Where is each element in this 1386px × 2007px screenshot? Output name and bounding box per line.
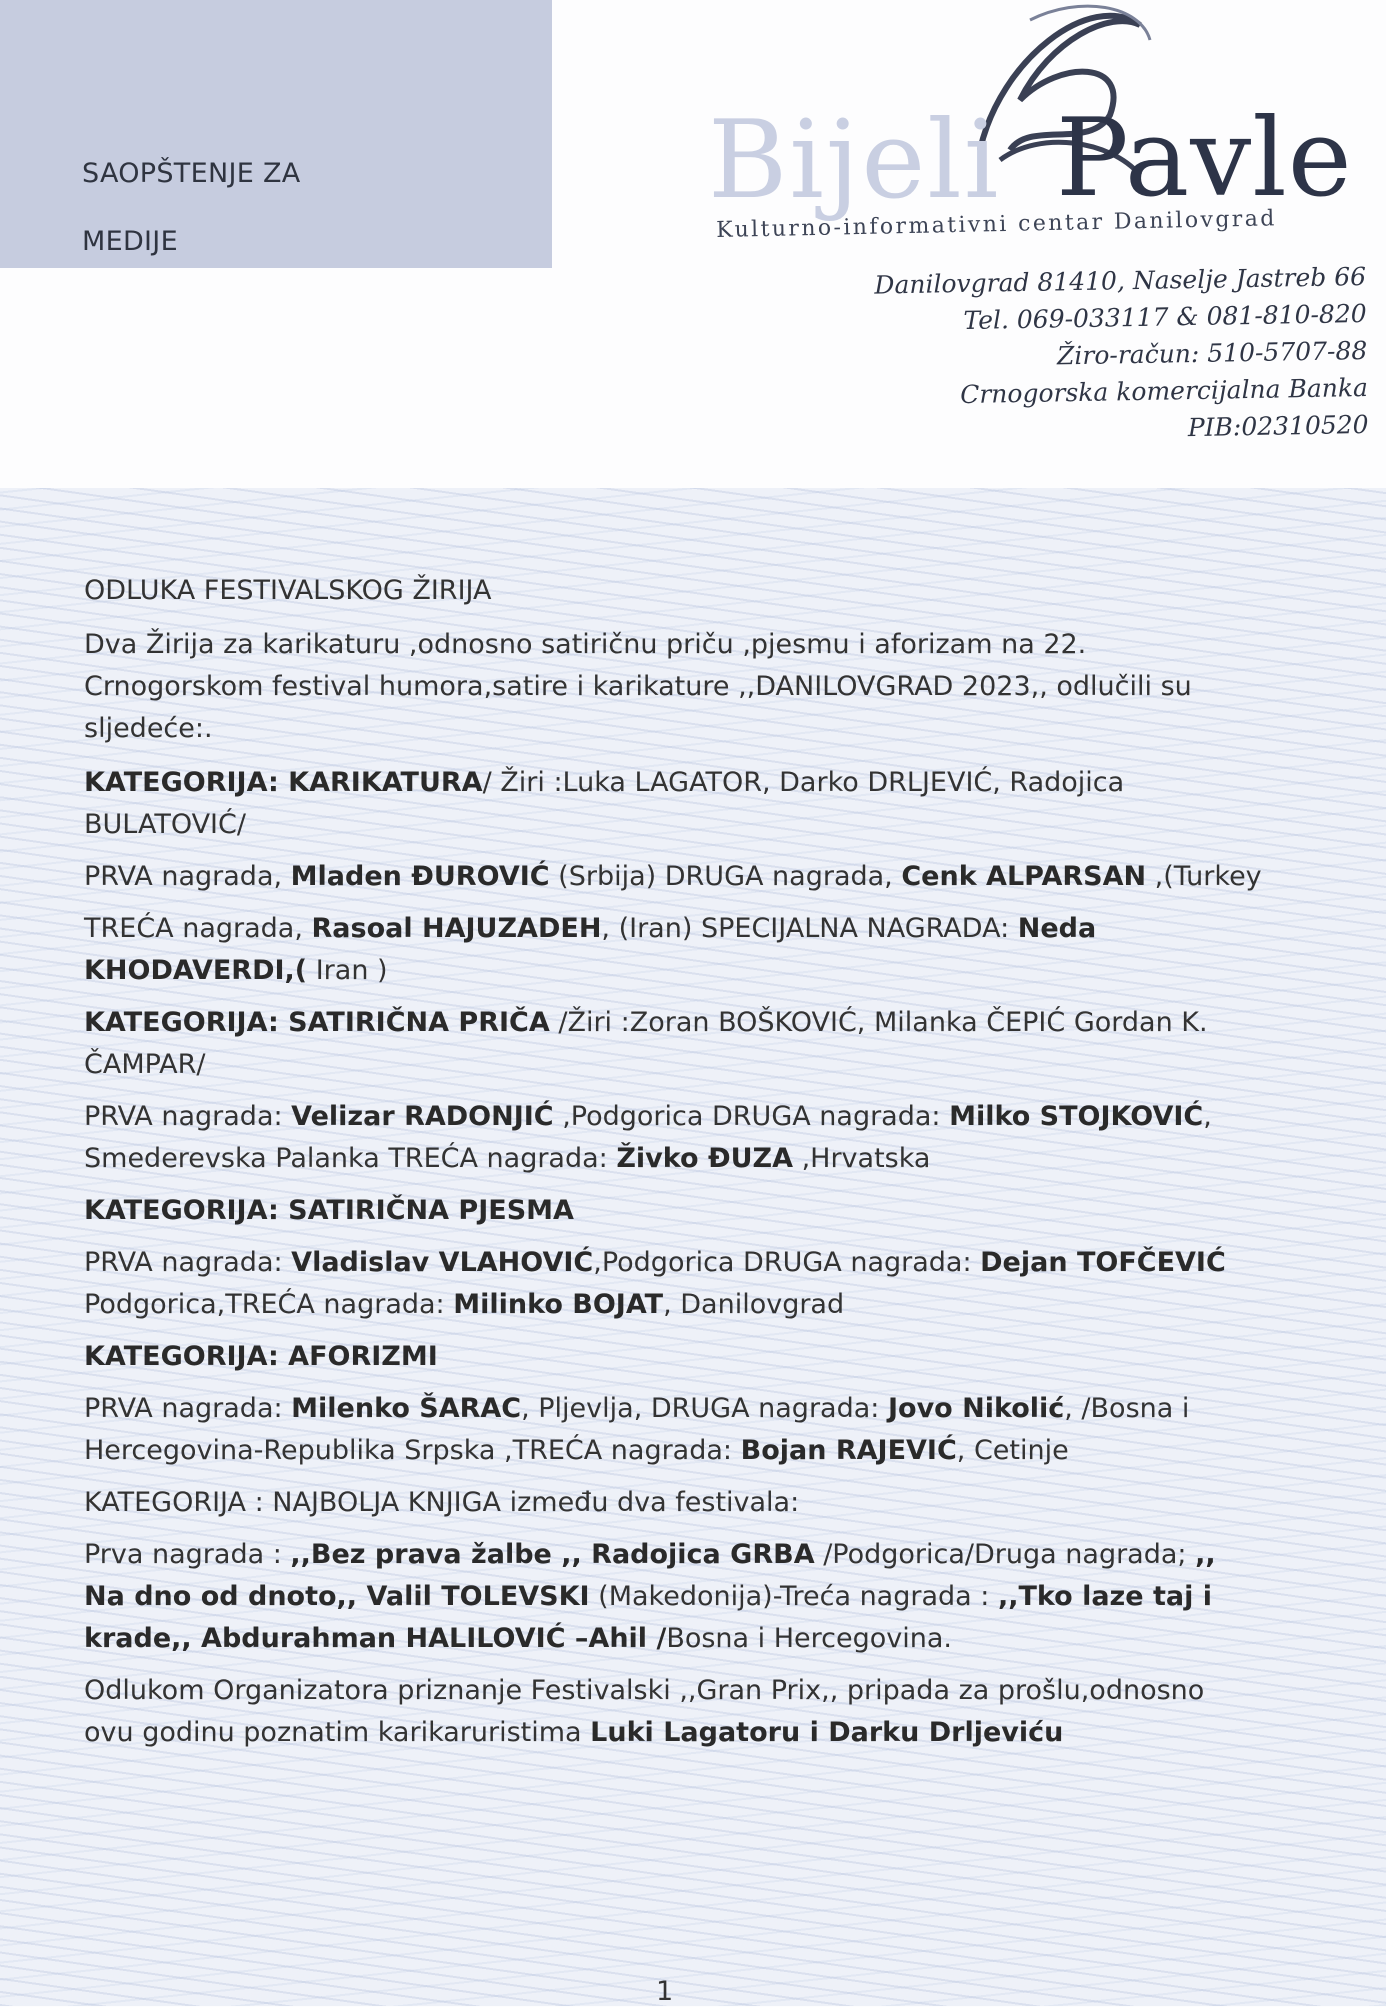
text-run: , Cetinje	[956, 1435, 1069, 1466]
contact-bank: Crnogorska komercijalna Banka	[960, 372, 1369, 410]
text-run: /Podgorica/Druga nagrada;	[814, 1539, 1196, 1570]
text-run: Podgorica,TREĆA nagrada:	[84, 1289, 454, 1320]
karikatura-title: KATEGORIJA: KARIKATURA	[84, 767, 483, 798]
winner-name: Neda KHODAVERDI,(	[84, 913, 1097, 986]
closing-paragraph	[84, 1670, 1254, 1754]
prica-title: KATEGORIJA: SATIRIČNA PRIČA	[84, 1007, 550, 1038]
winner-name: Mladen ĐUROVIĆ	[290, 861, 550, 892]
winner-name: Jovo Nikolić	[887, 1393, 1065, 1424]
aforizmi-header	[84, 1336, 1314, 1378]
aforizmi-title: KATEGORIJA: AFORIZMI	[84, 1341, 438, 1372]
intro-paragraph: Dva Žirija za karikaturu ,odnosno satiričnu priču ,pjesmu i aforizam na 22. Crnogorskom festival humora,satire i karikature ,,DANILOVGRAD 2023,, odlučili su sljedeće:.	[84, 629, 1192, 744]
text-run: (Makedonija)-Treća nagrada :	[589, 1581, 998, 1612]
contact-block	[874, 258, 1369, 452]
winner-name: Velizar RADONJIĆ	[291, 1101, 554, 1132]
text-run: PRVA nagrada:	[84, 1247, 292, 1278]
press-label-line-1: SAOPŠTENJE ZA	[82, 158, 301, 189]
logo-name-light: Bijeli	[708, 98, 1001, 223]
text-run: (Srbija) DRUGA nagrada,	[549, 861, 902, 892]
text-run: , Pljevlja, DRUGA nagrada:	[521, 1393, 888, 1424]
text-run: Odlukom Organizatora priznanje Festivalski ,,Gran Prix,, pripada za prošlu,odnosno ovu godinu poznatim karikaruristima	[84, 1675, 1205, 1748]
pjesma-awards	[84, 1242, 1234, 1326]
text-run: ,Podgorica DRUGA nagrada:	[553, 1101, 950, 1132]
document-heading: ODLUKA FESTIVALSKOG ŽIRIJA	[84, 575, 492, 606]
prica-jury: /Žiri :Zoran BOŠKOVIĆ, Milanka ČEPIĆ Gordan K. ČAMPAR/	[84, 1007, 1208, 1080]
winner-name: Cenk ALPARSAN	[901, 861, 1147, 892]
logo-name-dark: Pavle	[1056, 96, 1353, 221]
text-run: ,Podgorica DRUGA nagrada:	[593, 1247, 981, 1278]
contact-pib: PIB:02310520	[1187, 409, 1370, 443]
text-run: , Danilovgrad	[663, 1289, 845, 1320]
knjiga-header: KATEGORIJA : NAJBOLJA KNJIGA između dva festivala:	[84, 1487, 800, 1518]
karikatura-awards-2	[84, 908, 1134, 992]
winner-name: Rasoal HAJUZADEH	[311, 913, 602, 944]
winner-name: ,, Na dno od dnoto,, Valil TOLEVSKI	[84, 1539, 1216, 1612]
contact-address: Danilovgrad 81410, Naselje Jastreb 66	[874, 261, 1367, 300]
text-run: Iran )	[307, 955, 388, 986]
text-run: , (Iran) SPECIJALNA NAGRADA:	[601, 913, 1018, 944]
winner-name: Dejan TOFČEVIĆ	[980, 1247, 1226, 1278]
text-run: , /Bosna i Hercegovina-Republika Srpska ,TREĆA nagrada:	[84, 1393, 1190, 1466]
press-release-box	[0, 0, 552, 268]
contact-account: Žiro-račun: 510-5707-88	[1057, 335, 1368, 371]
logo-subtitle: Kulturno-informativni centar Danilovgrad	[716, 206, 1277, 243]
text-run: Bosna i Hercegovina.	[666, 1623, 953, 1654]
text-run: ,Hrvatska	[792, 1143, 931, 1174]
prica-header	[84, 1002, 1234, 1086]
text-run: , Smederevska Palanka TREĆA nagrada:	[84, 1101, 1212, 1174]
text-run: PRVA nagrada,	[84, 861, 291, 892]
winner-name: Luki Lagatoru i Darku Drljeviću	[590, 1717, 1064, 1748]
organization-logo	[700, 0, 1380, 270]
text-run: PRVA nagrada:	[84, 1101, 292, 1132]
winner-name: Živko ĐUZA	[616, 1143, 793, 1174]
pjesma-header	[84, 1190, 1314, 1232]
knjiga-awards	[84, 1534, 1254, 1660]
text-run: PRVA nagrada:	[84, 1393, 292, 1424]
winner-name: Bojan RAJEVIĆ	[740, 1435, 957, 1466]
text-run: ,(Turkey	[1146, 861, 1262, 892]
prica-awards	[84, 1096, 1234, 1180]
winner-name: Milko STOJKOVIĆ	[949, 1101, 1204, 1132]
text-run: Prva nagrada :	[84, 1539, 291, 1570]
text-run: TREĆA nagrada,	[84, 913, 312, 944]
aforizmi-awards	[84, 1388, 1234, 1472]
press-label-line-2: MEDIJE	[82, 226, 178, 257]
karikatura-jury: / Žiri :Luka LAGATOR, Darko DRLJEVIĆ, Radojica BULATOVIĆ/	[84, 767, 1125, 840]
contact-phone: Tel. 069-033117 & 081-810-820	[963, 298, 1368, 336]
winner-name: Milinko BOJAT	[453, 1289, 664, 1320]
page-number: 1	[656, 1976, 674, 2007]
winner-name: Milenko ŠARAC	[291, 1393, 522, 1424]
document-body	[84, 570, 1314, 1754]
karikatura-header	[84, 762, 1234, 846]
winner-name: ,,Tko laze taj i krade,, Abdurahman HALILOVIĆ –Ahil /	[84, 1581, 1213, 1654]
pjesma-title: KATEGORIJA: SATIRIČNA PJESMA	[84, 1195, 574, 1226]
winner-name: ,,Bez prava žalbe ,, Radojica GRBA	[290, 1539, 815, 1570]
karikatura-awards-1	[84, 856, 1314, 898]
winner-name: Vladislav VLAHOVIĆ	[291, 1247, 594, 1278]
